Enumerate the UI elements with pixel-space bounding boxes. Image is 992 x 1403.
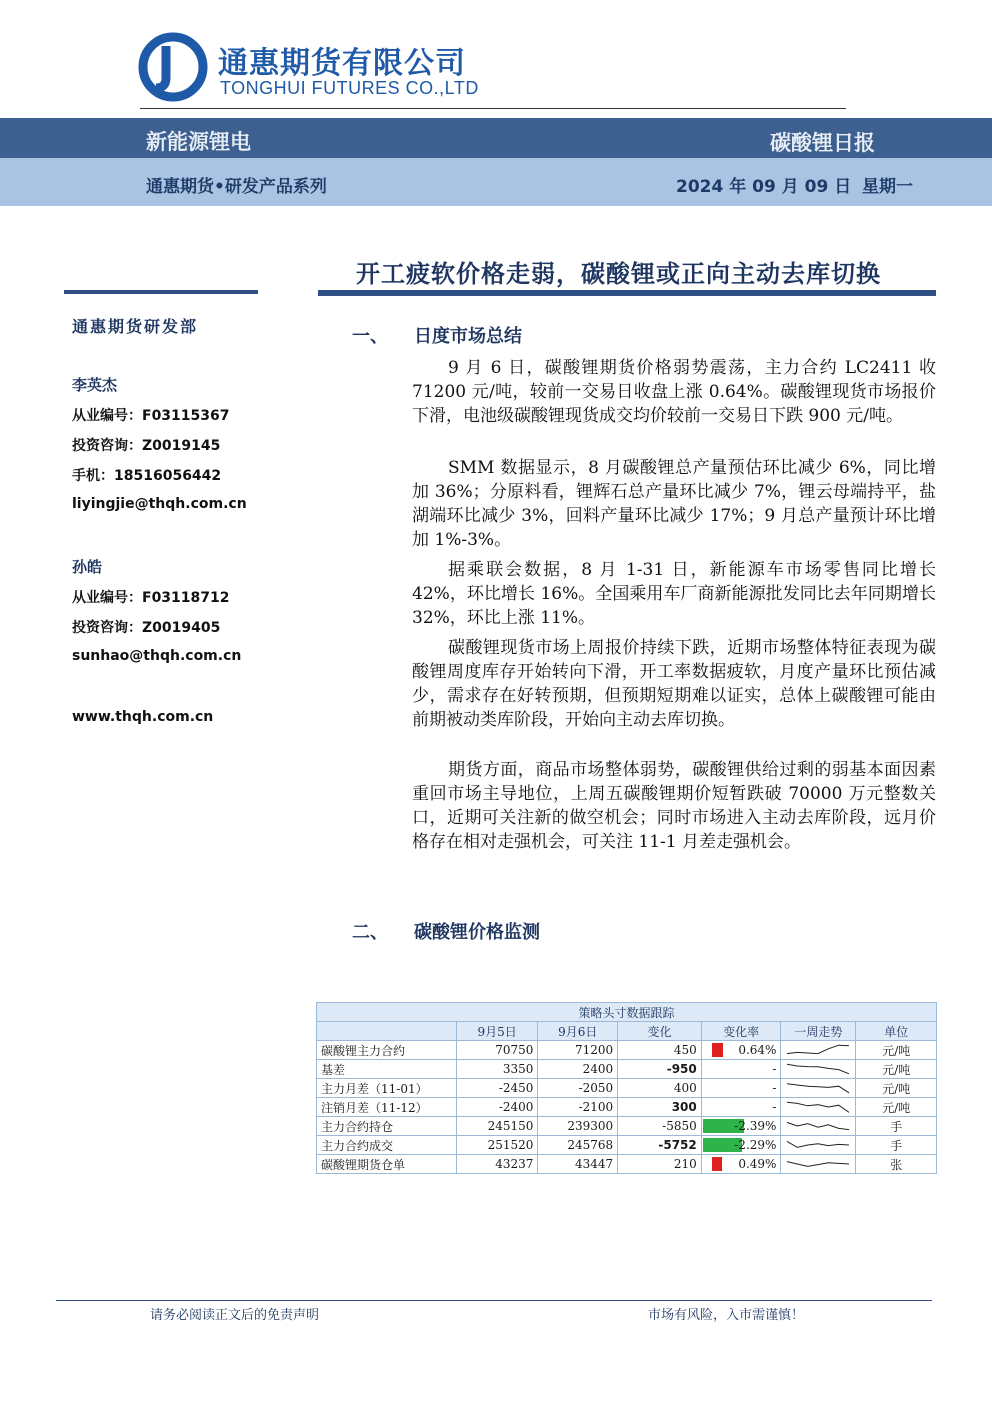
weekly-trend-sparkline xyxy=(785,1099,851,1115)
change-rate-cell xyxy=(701,1041,781,1060)
unit-label: 元/吨 xyxy=(856,1079,937,1098)
trend-cell xyxy=(781,1041,856,1060)
unit-label: 元/吨 xyxy=(856,1098,937,1117)
change-value: 400 xyxy=(618,1079,702,1098)
analyst-name: 李英杰 xyxy=(72,376,118,394)
section-number: 二、 xyxy=(352,922,388,943)
inv-label: 投资咨询： xyxy=(72,438,142,454)
risk-warning: 市场有风险，入市需谨慎！ xyxy=(648,1308,805,1323)
column-header: 9月6日 xyxy=(538,1022,618,1041)
trend-line xyxy=(787,1122,849,1129)
reg-label: 从业编号： xyxy=(72,590,142,606)
change-rate-cell xyxy=(701,1079,781,1098)
phone-label: 手机： xyxy=(72,468,114,484)
value-sep6: 71200 xyxy=(538,1041,618,1060)
row-label: 主力月差（11-01） xyxy=(317,1079,457,1098)
page-title: 开工疲软价格走弱，碳酸锂或正向主动去库切换 xyxy=(356,259,881,288)
sidebar-top-rule xyxy=(64,290,258,294)
column-header xyxy=(317,1022,457,1041)
unit-label: 元/吨 xyxy=(856,1041,937,1060)
value-sep6: 2400 xyxy=(538,1060,618,1079)
change-value: -5850 xyxy=(618,1117,702,1136)
analyst-phone-line xyxy=(72,465,221,485)
section-number: 一、 xyxy=(352,326,388,347)
analyst-email[interactable]: sunhao@thqh.com.cn xyxy=(72,648,242,664)
row-label: 主力合约持仓 xyxy=(317,1117,457,1136)
weekly-trend-sparkline xyxy=(785,1137,851,1153)
paragraph: 据乘联会数据，8 月 1-31 日，新能源车市场零售同比增长 42%，环比增长 16%。全国乘用车厂商新能源批发同比去年同期增长 32%，环比上涨 11%。 xyxy=(412,560,936,628)
change-value: 300 xyxy=(618,1098,702,1117)
change-value: 210 xyxy=(618,1155,702,1174)
value-sep5: 3350 xyxy=(456,1060,538,1079)
column-header: 9月5日 xyxy=(456,1022,538,1041)
footer-divider xyxy=(56,1300,932,1301)
change-rate-bar xyxy=(712,1043,723,1057)
paragraph: 9 月 6 日，碳酸锂期货价格弱势震荡，主力合约 LC2411 收 71200 元/吨，较前一交易日收盘上涨 0.64%。碳酸锂现货市场报价下滑，电池级碳酸锂现货成交均价较前一交易日下跌 900 元/吨。 xyxy=(412,358,936,426)
change-rate-value: -2.39% xyxy=(734,1119,777,1133)
row-label: 主力合约成交 xyxy=(317,1136,457,1155)
column-header: 单位 xyxy=(856,1022,937,1041)
change-rate-bar xyxy=(712,1157,722,1171)
research-dept: 通惠期货研发部 xyxy=(72,317,199,336)
weekly-trend-sparkline xyxy=(785,1156,851,1172)
trend-line xyxy=(787,1064,849,1074)
trend-cell xyxy=(781,1136,856,1155)
analyst-reg-line xyxy=(72,587,230,607)
row-label: 碳酸锂期货仓单 xyxy=(317,1155,457,1174)
report-date: 2024 年 09 月 09 日 xyxy=(676,177,852,197)
trend-cell xyxy=(781,1155,856,1174)
analyst-inv-line xyxy=(72,435,220,455)
weekly-trend-sparkline xyxy=(785,1042,851,1058)
weekly-trend-sparkline xyxy=(785,1080,851,1096)
row-label: 碳酸锂主力合约 xyxy=(317,1041,457,1060)
section-title: 日度市场总结 xyxy=(414,326,522,347)
value-sep6: 239300 xyxy=(538,1117,618,1136)
unit-label: 手 xyxy=(856,1117,937,1136)
column-header: 变化 xyxy=(618,1022,702,1041)
change-rate-cell xyxy=(701,1117,781,1136)
disclaimer-note: 请务必阅读正文后的免责声明 xyxy=(150,1308,320,1323)
value-sep5: 70750 xyxy=(456,1041,538,1060)
change-value: 450 xyxy=(618,1041,702,1060)
header-divider xyxy=(140,108,846,109)
table-row xyxy=(317,1041,937,1060)
trend-cell xyxy=(781,1098,856,1117)
change-rate-cell xyxy=(701,1060,781,1079)
row-label: 注销月差（11-12） xyxy=(317,1098,457,1117)
row-label: 基差 xyxy=(317,1060,457,1079)
analyst-inv-line xyxy=(72,617,220,637)
report-series: 通惠期货•研发产品系列 xyxy=(146,177,327,197)
weekly-trend-sparkline xyxy=(785,1061,851,1077)
table-row xyxy=(317,1060,937,1079)
change-value: -5752 xyxy=(618,1136,702,1155)
company-name-en: TONGHUI FUTURES CO.,LTD xyxy=(220,78,479,98)
change-rate-value: -2.29% xyxy=(734,1138,777,1152)
value-sep6: -2050 xyxy=(538,1079,618,1098)
reg-number: F03115367 xyxy=(142,408,230,424)
trend-line xyxy=(787,1162,849,1167)
change-rate-value: - xyxy=(772,1100,777,1114)
change-rate-value: - xyxy=(772,1062,777,1076)
value-sep6: 43447 xyxy=(538,1155,618,1174)
company-logo xyxy=(138,32,208,102)
report-weekday: 星期一 xyxy=(862,177,913,197)
analyst-name: 孙皓 xyxy=(72,558,103,576)
value-sep6: 245768 xyxy=(538,1136,618,1155)
change-rate-value: - xyxy=(772,1081,777,1095)
value-sep5: 43237 xyxy=(456,1155,538,1174)
change-rate-cell xyxy=(701,1098,781,1117)
inv-label: 投资咨询： xyxy=(72,620,142,636)
weekly-trend-sparkline xyxy=(785,1118,851,1134)
value-sep6: -2100 xyxy=(538,1098,618,1117)
company-name-cn: 通惠期货有限公司 xyxy=(218,46,466,81)
unit-label: 元/吨 xyxy=(856,1060,937,1079)
trend-cell xyxy=(781,1079,856,1098)
title-underline xyxy=(318,290,936,296)
column-header: 一周走势 xyxy=(781,1022,856,1041)
value-sep5: 251520 xyxy=(456,1136,538,1155)
paragraph: 期货方面，商品市场整体弱势，碳酸锂供给过剩的弱基本面因素重回市场主导地位，上周五碳酸锂期价短暂跌破 70000 万元整数关口，近期可关注新的做空机会；同时市场进入主动去库阶段，远月价格存在相对走强机会，可关注 11-1 月差走强机会。 xyxy=(412,760,936,852)
table-caption: 策略头寸数据跟踪 xyxy=(317,1003,937,1022)
table-row xyxy=(317,1155,937,1174)
section-title: 碳酸锂价格监测 xyxy=(414,922,540,943)
report-category: 新能源锂电 xyxy=(146,130,251,154)
value-sep5: 245150 xyxy=(456,1117,538,1136)
change-rate-value: 0.64% xyxy=(738,1043,777,1057)
inv-number: Z0019145 xyxy=(142,438,221,454)
change-rate-cell xyxy=(701,1136,781,1155)
table-row xyxy=(317,1117,937,1136)
trend-cell xyxy=(781,1117,856,1136)
unit-label: 张 xyxy=(856,1155,937,1174)
report-type: 碳酸锂日报 xyxy=(770,131,875,155)
change-value: -950 xyxy=(618,1060,702,1079)
trend-line xyxy=(787,1045,849,1053)
section-heading xyxy=(352,918,540,944)
reg-label: 从业编号： xyxy=(72,408,142,424)
trend-line xyxy=(787,1141,849,1147)
analyst-reg-line xyxy=(72,405,230,425)
change-rate-value: 0.49% xyxy=(738,1157,777,1171)
table-row xyxy=(317,1136,937,1155)
website-link[interactable]: www.thqh.com.cn xyxy=(72,709,214,725)
reg-number: F03118712 xyxy=(142,590,230,606)
column-header: 变化率 xyxy=(701,1022,781,1041)
paragraph: SMM 数据显示，8 月碳酸锂总产量预估环比减少 6%，同比增加 36%；分原料看，锂辉石总产量环比减少 7%，锂云母端持平，盐湖端环比减少 3%，回料产量环比减少 17%；9 月总产量预计环比增加 1%-3%。 xyxy=(412,458,936,550)
change-rate-cell xyxy=(701,1155,781,1174)
value-sep5: -2450 xyxy=(456,1079,538,1098)
phone-number: 18516056442 xyxy=(114,468,222,484)
value-sep5: -2400 xyxy=(456,1098,538,1117)
table-body xyxy=(317,1041,937,1174)
trend-line xyxy=(787,1084,849,1093)
position-tracking-table xyxy=(316,1002,937,1174)
paragraph: 碳酸锂现货市场上周报价持续下跌，近期市场整体特征表现为碳酸锂周度库存开始转向下滑，开工率数据疲软，月度产量环比预估减少，需求存在好转预期，但预期短期难以证实，总体上碳酸锂可能由前期被动类库阶段，开始向主动去库切换。 xyxy=(412,638,936,730)
inv-number: Z0019405 xyxy=(142,620,221,636)
table-row xyxy=(317,1098,937,1117)
trend-line xyxy=(787,1102,849,1112)
unit-label: 手 xyxy=(856,1136,937,1155)
trend-cell xyxy=(781,1060,856,1079)
table-row xyxy=(317,1079,937,1098)
analyst-email[interactable]: liyingjie@thqh.com.cn xyxy=(72,496,247,512)
table-header-row xyxy=(317,1022,937,1041)
section-heading xyxy=(352,322,522,348)
